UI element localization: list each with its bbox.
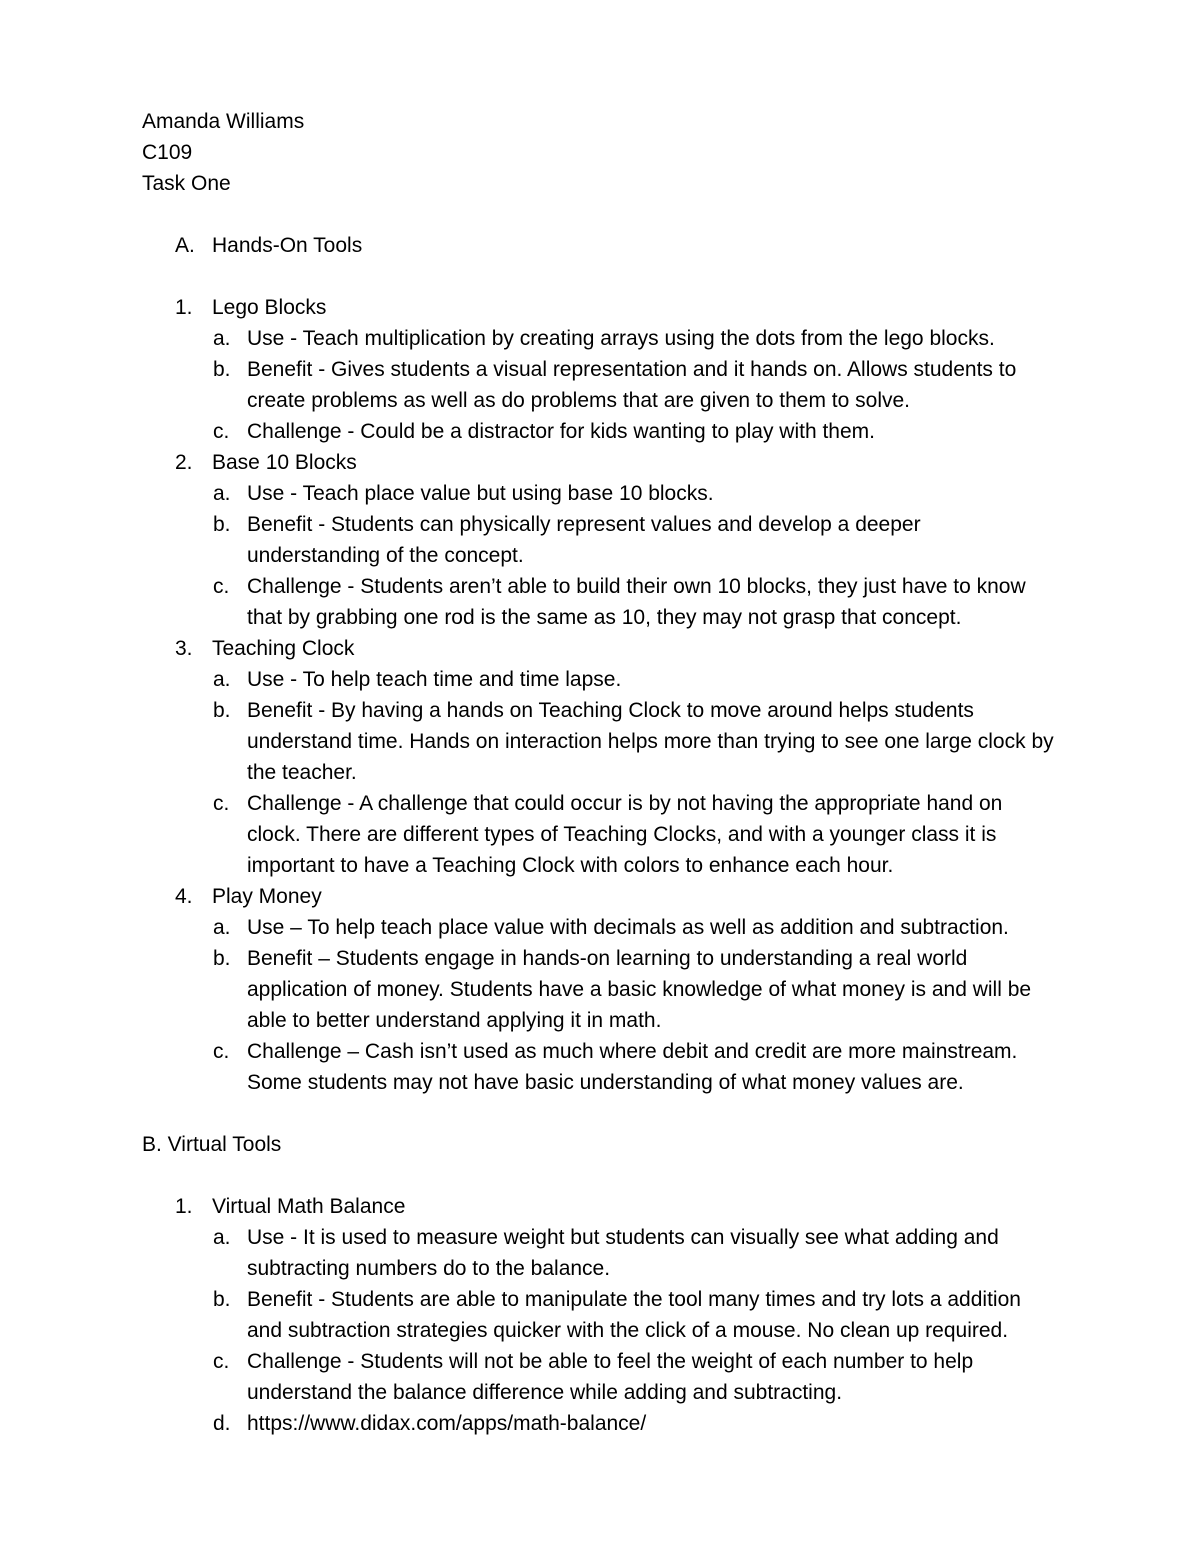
sub-item-text: Challenge - Students aren’t able to build their own 10 blocks, they just have to know that by grabbing one rod is the same as 10, they may not grasp that concept.: [247, 575, 1026, 629]
item-title: Virtual Math Balance: [212, 1195, 406, 1218]
sub-item-marker: a.: [213, 668, 231, 691]
sub-item-marker: b.: [213, 947, 231, 970]
section-a-heading: [142, 230, 1062, 261]
sub-item: [142, 571, 1062, 633]
item-title: Teaching Clock: [212, 637, 355, 660]
sub-item: [142, 1284, 1062, 1346]
sub-item-marker: a.: [213, 327, 231, 350]
sub-item: [142, 478, 1062, 509]
sub-item: [142, 509, 1062, 571]
sub-item-marker: c.: [213, 1350, 230, 1373]
list-item: [142, 447, 1062, 478]
item-number: 1.: [175, 296, 193, 319]
sub-item-text: Challenge - Students will not be able to feel the weight of each number to help understand the balance difference while adding and subtracting.: [247, 1350, 974, 1404]
sub-item-marker: b.: [213, 699, 231, 722]
sub-item: [142, 416, 1062, 447]
sub-item-marker: d.: [213, 1412, 231, 1435]
spacer: [142, 1160, 1062, 1191]
list-item: [142, 292, 1062, 323]
sub-item: [142, 1036, 1062, 1098]
list-item: [142, 881, 1062, 912]
item-title: Play Money: [212, 885, 322, 908]
sub-item: [142, 354, 1062, 416]
sub-item: [142, 788, 1062, 881]
sub-item: [142, 1346, 1062, 1408]
sub-item-text: Challenge - Could be a distractor for kids wanting to play with them.: [247, 420, 875, 443]
list-item: [142, 1191, 1062, 1222]
section-b-heading: B. Virtual Tools: [142, 1133, 282, 1156]
author-name: Amanda Williams: [142, 110, 305, 133]
item-number: 2.: [175, 451, 193, 474]
list-item: [142, 633, 1062, 664]
sub-item-text: Use - Teach place value but using base 10 blocks.: [247, 482, 714, 505]
sub-item-marker: a.: [213, 916, 231, 939]
sub-item-text: Use - It is used to measure weight but students can visually see what adding and subtracting numbers do to the balance.: [247, 1226, 999, 1280]
sub-item: [142, 943, 1062, 1036]
item-title: Lego Blocks: [212, 296, 327, 319]
sub-item-marker: b.: [213, 358, 231, 381]
sub-item: [142, 1408, 1062, 1439]
sub-item-marker: a.: [213, 482, 231, 505]
sub-item-text: Benefit - Students can physically represent values and develop a deeper understanding of the concept.: [247, 513, 921, 567]
spacer: [142, 261, 1062, 292]
sub-item-text: Use – To help teach place value with decimals as well as addition and subtraction.: [247, 916, 1009, 939]
document-content: [142, 106, 1062, 1439]
item-number: 3.: [175, 637, 193, 660]
section-a-marker: A.: [175, 234, 195, 257]
sub-item-text: Benefit - Gives students a visual representation and it hands on. Allows students to create problems as well as do problems that are given to them to solve.: [247, 358, 1017, 412]
sub-item-marker: b.: [213, 1288, 231, 1311]
sub-item: [142, 695, 1062, 788]
sub-item-text: Challenge - A challenge that could occur is by not having the appropriate hand on clock. There are different types of Teaching Clocks, and with a younger class it is important to have a Teaching Clock with colors to enhance each hour.: [247, 792, 1003, 877]
sub-item-marker: c.: [213, 1040, 230, 1063]
sub-item-text: Benefit - By having a hands on Teaching Clock to move around helps students understand time. Hands on interaction helps more than trying to see one large clock by the teacher.: [247, 699, 1054, 784]
course-code: C109: [142, 141, 193, 164]
sub-item: [142, 664, 1062, 695]
item-number: 4.: [175, 885, 193, 908]
sub-item-marker: c.: [213, 420, 230, 443]
sub-item-text: Challenge – Cash isn’t used as much where debit and credit are more mainstream. Some students may not have basic understanding of what money values are.: [247, 1040, 1018, 1094]
item-title: Base 10 Blocks: [212, 451, 357, 474]
item-number: 1.: [175, 1195, 193, 1218]
sub-item: [142, 912, 1062, 943]
sub-item-marker: c.: [213, 792, 230, 815]
sub-item-marker: a.: [213, 1226, 231, 1249]
sub-item: [142, 323, 1062, 354]
spacer: [142, 199, 1062, 230]
sub-item-marker: c.: [213, 575, 230, 598]
task-title: Task One: [142, 172, 231, 195]
sub-item-text: Benefit - Students are able to manipulate the tool many times and try lots a addition and subtraction strategies quicker with the click of a mouse. No clean up required.: [247, 1288, 1021, 1342]
sub-item-text: Use - To help teach time and time lapse.: [247, 668, 622, 691]
sub-item-marker: b.: [213, 513, 231, 536]
sub-item-text: Benefit – Students engage in hands-on learning to understanding a real world application of money. Students have a basic knowledge of what money is and will be able to better understand applying it in math.: [247, 947, 1032, 1032]
spacer: [142, 1098, 1062, 1129]
sub-item: [142, 1222, 1062, 1284]
section-a-title: Hands-On Tools: [212, 234, 363, 257]
sub-item-text: Use - Teach multiplication by creating arrays using the dots from the lego blocks.: [247, 327, 995, 350]
reference-link[interactable]: https://www.didax.com/apps/math-balance/: [247, 1412, 647, 1435]
